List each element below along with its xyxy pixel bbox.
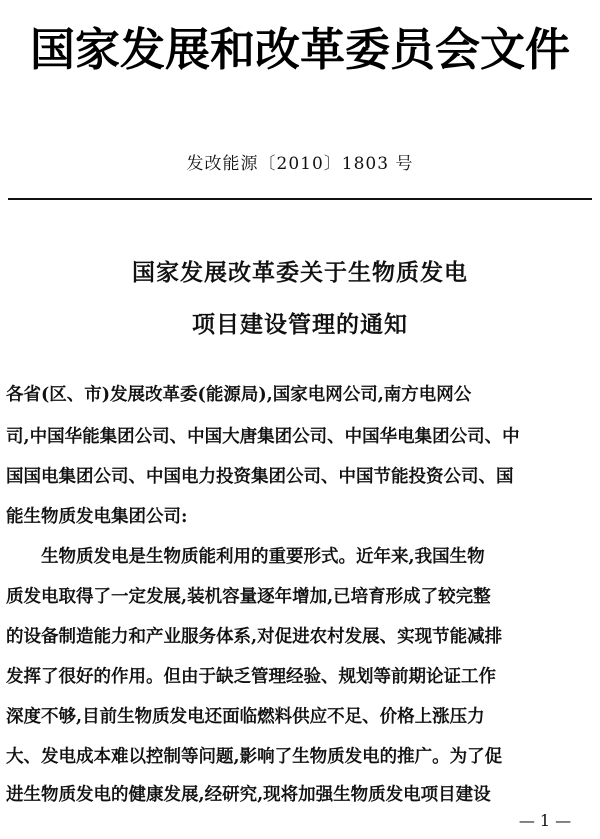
organization-header: 国家发展和改革委员会文件: [29, 23, 570, 76]
document-number: 发改能源〔2010〕1803 号: [186, 154, 414, 174]
recipients-line: 司,中国华能集团公司、中国大唐集团公司、中国华电集团公司、中: [6, 427, 520, 447]
body-line: 深度不够,目前生物质发电还面临燃料供应不足、价格上涨压力: [6, 707, 485, 727]
notice-title-line-2: 项目建设管理的通知: [192, 311, 408, 338]
recipients-line: 能生物质发电集团公司:: [6, 507, 188, 527]
body-line: 生物质发电是生物质能利用的重要形式。近年来,我国生物: [6, 547, 485, 567]
body-line: 进生物质发电的健康发展,经研究,现将加强生物质发电项目建设: [6, 785, 491, 805]
recipients-line: 各省(区、市)发展改革委(能源局),国家电网公司,南方电网公: [6, 385, 472, 405]
body-line: 大、发电成本难以控制等问题,影响了生物质发电的推广。为了促: [6, 747, 503, 767]
body-line: 发挥了很好的作用。但由于缺乏管理经验、规划等前期论证工作: [6, 667, 496, 687]
page-number: — 1 —: [518, 811, 572, 830]
recipients-line: 国国电集团公司、中国电力投资集团公司、中国节能投资公司、国: [6, 467, 514, 487]
header-divider: [8, 198, 592, 200]
body-line: 质发电取得了一定发展,装机容量逐年增加,已培育形成了较完整: [6, 587, 491, 607]
body-line: 的设备制造能力和产业服务体系,对促进农村发展、实现节能减排: [6, 627, 503, 647]
notice-title-line-1: 国家发展改革委关于生物质发电: [132, 259, 468, 286]
